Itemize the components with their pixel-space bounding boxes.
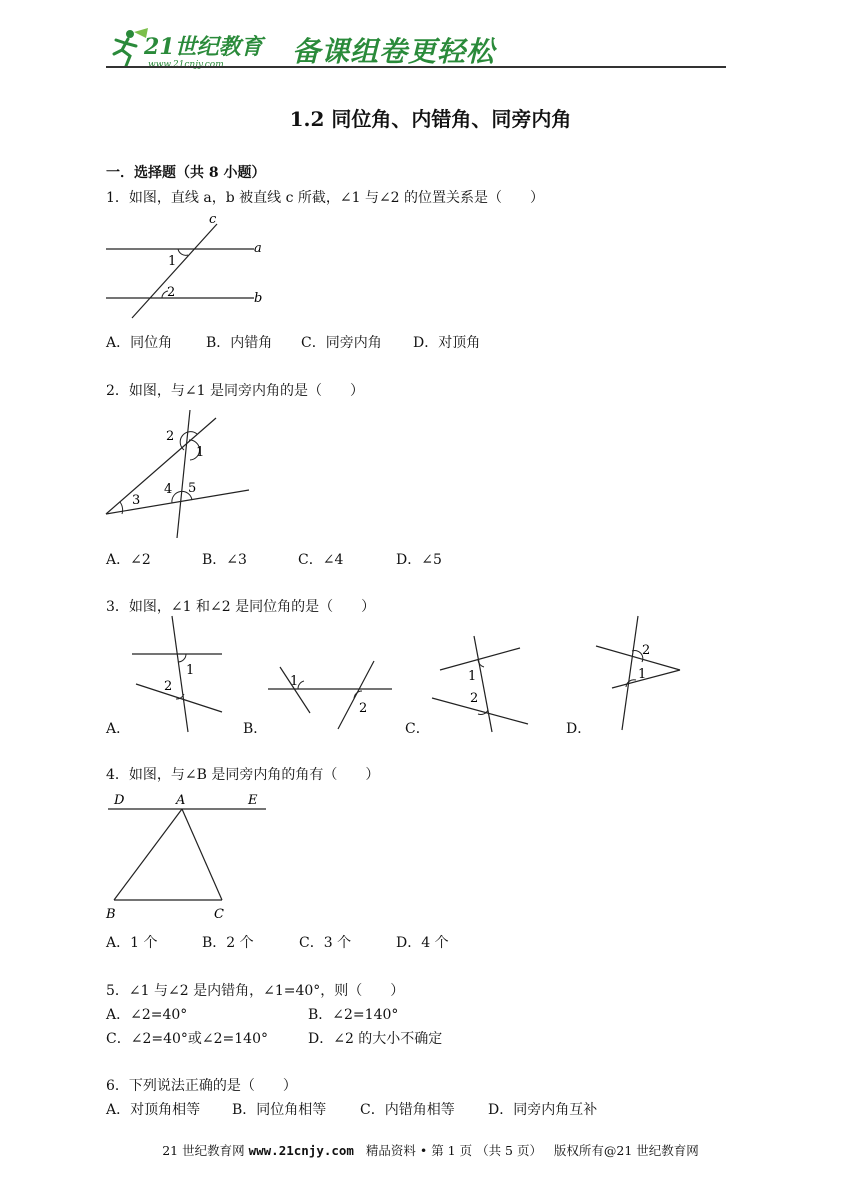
q2-option-a[interactable]: A．∠2 bbox=[106, 552, 151, 568]
q6-option-c[interactable]: C．内错角相等 bbox=[360, 1102, 455, 1118]
fig3d-label-1: 1 bbox=[638, 667, 647, 682]
fig2-label-1: 1 bbox=[196, 445, 205, 460]
question-3-figure-d bbox=[592, 612, 686, 734]
q4-option-c[interactable]: C．3 个 bbox=[299, 935, 352, 951]
q5-option-d[interactable]: D．∠2 的大小不确定 bbox=[308, 1031, 443, 1047]
logo-text: 21世纪教育 bbox=[144, 34, 263, 60]
question-4-options bbox=[106, 932, 449, 952]
fig4-label-c: C bbox=[214, 907, 224, 922]
footer-copyright: 版权所有@21 世纪教育网 bbox=[553, 1143, 699, 1158]
question-1-options bbox=[106, 332, 480, 352]
fig1-label-2: 2 bbox=[167, 285, 176, 300]
page-footer bbox=[0, 1141, 861, 1159]
q4-option-d[interactable]: D．4 个 bbox=[396, 935, 449, 951]
q3-option-c[interactable]: C． bbox=[405, 721, 430, 737]
q2-option-d[interactable]: D．∠5 bbox=[396, 552, 442, 568]
q3-option-a[interactable]: A． bbox=[106, 721, 131, 737]
q1-option-a[interactable]: A．同位角 bbox=[106, 335, 173, 351]
logo bbox=[108, 26, 283, 70]
fig3b-label-2: 2 bbox=[359, 701, 368, 716]
header-slogan: 备课组卷更轻松 bbox=[292, 35, 496, 68]
fig4-label-d: D bbox=[114, 793, 125, 808]
fig3c-label-1: 1 bbox=[468, 669, 477, 684]
fig4-label-a: A bbox=[176, 793, 186, 808]
q3-option-b[interactable]: B． bbox=[243, 721, 268, 737]
question-4-stem: 4．如图，与∠B 是同旁内角的角有（ ） bbox=[106, 767, 380, 783]
question-2-stem: 2．如图，与∠1 是同旁内角的是（ ） bbox=[106, 383, 364, 399]
page-title: 1.2 同位角、内错角、同旁内角 bbox=[289, 107, 572, 131]
fig1-label-c: c bbox=[209, 212, 217, 227]
footer-site: 21 世纪教育网 bbox=[162, 1143, 245, 1158]
q2-option-c[interactable]: C．∠4 bbox=[298, 552, 344, 568]
q4-option-b[interactable]: B．2 个 bbox=[202, 935, 254, 951]
question-4-figure bbox=[104, 788, 274, 924]
q5-option-c[interactable]: C．∠2=40°或∠2=140° bbox=[106, 1031, 268, 1047]
question-5-options-row1 bbox=[106, 1004, 398, 1024]
q1-option-b[interactable]: B．内错角 bbox=[206, 335, 273, 351]
header-divider bbox=[106, 66, 726, 68]
logo-url: www.21cnjy.com bbox=[148, 60, 224, 70]
section-heading: 一．选择题（共 8 小题） bbox=[106, 165, 266, 181]
q1-option-d[interactable]: D．对顶角 bbox=[413, 335, 481, 351]
q1-option-c[interactable]: C．同旁内角 bbox=[301, 335, 382, 351]
question-3-figure-c bbox=[428, 634, 534, 734]
footer-url[interactable]: www.21cnjy.com bbox=[248, 1143, 354, 1158]
q4-option-a[interactable]: A．1 个 bbox=[106, 935, 158, 951]
fig3c-label-2: 2 bbox=[470, 691, 479, 706]
question-3-figure-a bbox=[128, 614, 228, 734]
question-3-figure-b bbox=[266, 655, 396, 735]
question-3-stem: 3．如图，∠1 和∠2 是同位角的是（ ） bbox=[106, 599, 376, 615]
fig4-label-e: E bbox=[248, 793, 258, 808]
fig1-label-b: b bbox=[254, 291, 263, 306]
fig1-label-a: a bbox=[254, 241, 262, 256]
question-1-stem: 1．如图，直线 a，b 被直线 c 所截，∠1 与∠2 的位置关系是（ ） bbox=[106, 190, 545, 206]
footer-page-info: 精品资料 • 第 1 页 （共 5 页） bbox=[365, 1143, 542, 1158]
q2-option-b[interactable]: B．∠3 bbox=[202, 552, 247, 568]
fig2-label-5: 5 bbox=[188, 481, 197, 496]
question-2-figure bbox=[104, 408, 254, 540]
q5-option-a[interactable]: A．∠2=40° bbox=[106, 1007, 188, 1023]
question-2-options bbox=[106, 549, 442, 569]
runner-icon bbox=[114, 28, 148, 66]
fig3b-label-1: 1 bbox=[290, 674, 299, 689]
question-6-options bbox=[106, 1099, 597, 1119]
q6-option-a[interactable]: A．对顶角相等 bbox=[106, 1102, 201, 1118]
fig2-label-2: 2 bbox=[166, 429, 175, 444]
question-6-stem: 6．下列说法正确的是（ ） bbox=[106, 1078, 297, 1094]
fig3d-label-2: 2 bbox=[642, 643, 651, 658]
fig4-label-b: B bbox=[106, 907, 116, 922]
question-5-options-row2 bbox=[106, 1028, 442, 1048]
fig2-label-4: 4 bbox=[164, 482, 173, 497]
fig3a-label-2: 2 bbox=[164, 679, 173, 694]
q5-option-b[interactable]: B．∠2=140° bbox=[308, 1007, 399, 1023]
fig1-label-1: 1 bbox=[168, 254, 177, 269]
fig3a-label-1: 1 bbox=[186, 663, 195, 678]
question-5-stem: 5．∠1 与∠2 是内错角，∠1=40°，则（ ） bbox=[106, 983, 405, 999]
q3-option-d[interactable]: D． bbox=[566, 721, 592, 737]
question-1-figure bbox=[104, 210, 274, 322]
q6-option-d[interactable]: D．同旁内角互补 bbox=[488, 1102, 598, 1118]
fig2-label-3: 3 bbox=[132, 493, 141, 508]
q6-option-b[interactable]: B．同位角相等 bbox=[232, 1102, 327, 1118]
